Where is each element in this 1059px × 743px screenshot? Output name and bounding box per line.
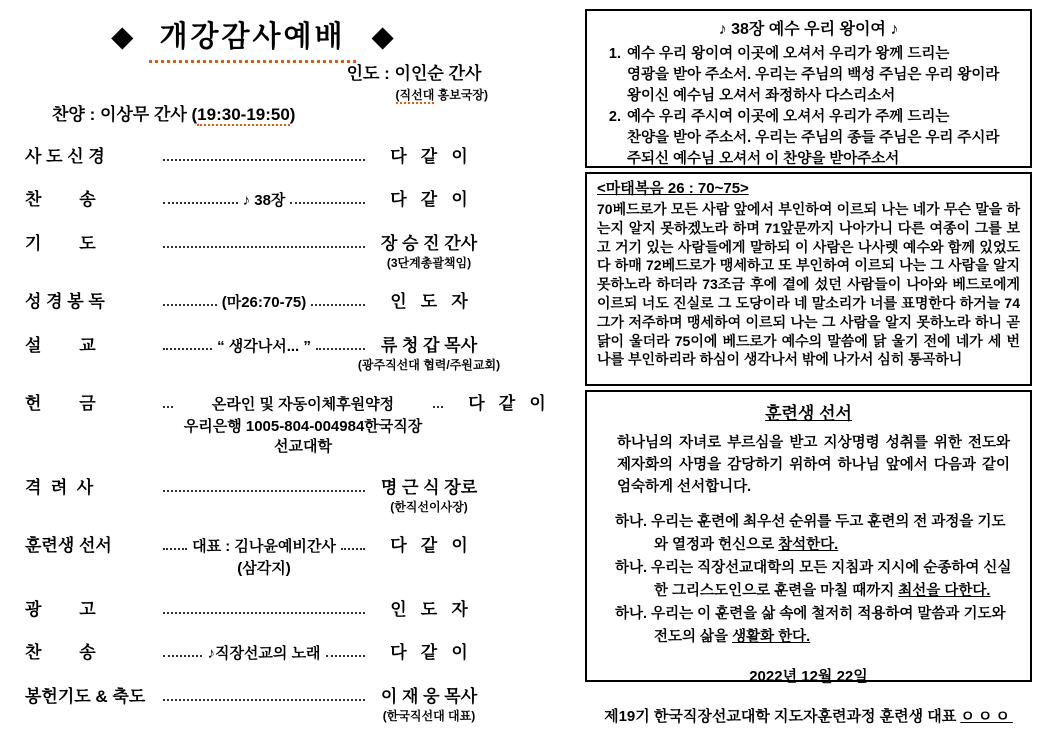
dotted-leader	[341, 534, 365, 550]
pledge-date: 2022년 12월 22일	[749, 668, 868, 685]
hymn-title: ♪ 38장 예수 우리 왕이여 ♪	[718, 21, 899, 38]
assignee-role: (3단계총괄책임)	[386, 256, 472, 270]
order-item-assignee	[370, 476, 488, 515]
verse-lines: 예수 우리 왕이여 이곳에 오셔서 우리가 왕께 드리는 영광을 받아 주소서. 우리는 주님의 백성 주님은 우리 왕이라 왕이신 예수님 오셔서 좌정하사 다스리소서	[627, 46, 1000, 104]
dotted-leader	[290, 188, 365, 204]
pledge-item-underlined: 생활화 한다.	[732, 629, 811, 645]
service-leader-name: 인도 : 이인순 간사	[346, 64, 482, 83]
praise-leader-name: 찬양 : 이상무 간사 (	[52, 105, 198, 124]
assignee-name: 장 승 진 간사	[380, 234, 478, 253]
order-item-center-main: ♪ 38장	[242, 192, 286, 209]
dotted-leader	[326, 641, 365, 657]
order-item-assignee	[370, 685, 488, 724]
pledge-items	[601, 511, 1016, 649]
scripture-box	[585, 172, 1032, 386]
order-of-worship	[25, 145, 546, 743]
dotted-leader	[311, 290, 365, 306]
praise-leader	[52, 100, 295, 125]
dotted-leader	[163, 334, 212, 350]
order-row	[25, 188, 488, 213]
dotted-leader	[163, 145, 365, 161]
order-row	[25, 392, 546, 457]
order-item-center-sub: 우리은행 1005-804-004984한국직장선교대학	[183, 418, 423, 455]
assignee-name: 다 같 이	[390, 147, 468, 166]
praise-time-close: )	[289, 105, 296, 124]
order-item-assignee	[448, 392, 566, 416]
dotted-leader	[316, 334, 365, 350]
order-item-assignee	[357, 334, 501, 373]
dotted-leader	[163, 476, 365, 492]
order-item-label: 설 교	[25, 336, 96, 355]
diamond-icon: ◆	[111, 21, 134, 53]
order-item-label: 헌 금	[25, 394, 96, 413]
order-item-center-main: 대표 : 김나윤예비간사	[192, 538, 336, 555]
scripture-text: 70베드로가 모든 사람 앞에서 부인하여 이르되 나는 네가 무슨 말을 하는지 알지 못하겠노라 하며 71앞문까지 나아가니 다른 여종이 그를 보고 거기 있는 사람들에게 말하되 이 사람은 나사렛 예수와 함께 있었도다 하매 72베드로가 맹세하고 또 부인하여 이르되 나는 그 사람을 알지 못하노라 하더라 73조금 후에 곁에 섰던 사람들이 나아와 베드로에게 이르되 너도 진실로 그 도당이라 네 말소리가 너를 표명한다 하거늘 74그가 저주하며 맹세하여 이르되 나는 그 사람을 알지 못하노라 하니 곧 닭이 울더라 75이에 베드로가 예수의 말씀에 닭 울기 전에 네가 세 번 나를 부인하리라 하심이 생각나서 밖에 나가서 심히 통곡하니	[597, 201, 1020, 368]
order-item-label: 훈련생 선서	[25, 536, 112, 555]
order-item-label: 사 도 신 경	[25, 147, 105, 166]
order-item-assignee	[370, 188, 488, 212]
assignee-name: 다 같 이	[390, 190, 468, 209]
verse-lines: 예수 우리 주시여 이곳에 오셔서 우리가 주께 드리는 찬양을 받아 주소서. 우리는 주님의 종들 주님은 우리 주시라 주되신 예수님 오셔서 이 찬양을 받아주소서	[627, 109, 1000, 167]
page-title-text: 개강감사예배	[149, 14, 355, 63]
pledge-item	[601, 603, 1016, 649]
order-item-center	[207, 641, 320, 666]
service-leader-title	[338, 85, 490, 105]
order-row	[25, 145, 488, 169]
assignee-name: 인 도 자	[390, 292, 468, 311]
order-item-label: 격 려 사	[25, 478, 94, 497]
order-item-center-main: 온라인 및 자동이체후원약정	[211, 396, 395, 413]
order-item-label: 찬 송	[25, 190, 96, 209]
order-item-assignee	[370, 290, 488, 314]
dotted-leader	[163, 290, 217, 306]
order-item-label: 기 도	[25, 234, 96, 253]
order-item-center-main: (마26:70-75)	[221, 294, 307, 311]
order-row	[25, 534, 488, 579]
order-row	[25, 476, 488, 515]
pledge-item-underlined: 최선을 다한다.	[898, 583, 991, 599]
assignee-name: 류 청 갑 목사	[380, 336, 478, 355]
order-row	[25, 685, 488, 724]
verse-number: 2.	[608, 109, 621, 125]
order-item-center	[243, 188, 286, 213]
order-item-assignee	[370, 598, 488, 622]
order-item-center	[192, 534, 336, 579]
order-row	[25, 290, 488, 315]
pledge-title-text: 훈련생 선서	[765, 404, 852, 423]
dotted-leader	[433, 392, 443, 408]
dotted-leader	[163, 392, 173, 408]
pledge-item-text: 우리는 이 훈련을 삶 속에 철저히 적용하여 말씀과 기도와 전도의 삶을	[651, 606, 1006, 645]
order-item-assignee	[370, 641, 488, 665]
pledge-item	[601, 557, 1016, 603]
dotted-leader	[163, 641, 202, 657]
pledge-item-marker: 하나.	[615, 606, 648, 622]
pledge-title	[601, 399, 1016, 424]
pledge-item-text: 우리는 직장선교대학의 모든 지침과 지시에 순종하여 신실한 그리스도인으로 훈련을 마칠 때까지	[651, 560, 1012, 599]
assignee-role: (한직선이사장)	[390, 500, 468, 514]
order-item-assignee	[370, 534, 488, 558]
assignee-name: 명 근 식 장로	[380, 478, 478, 497]
order-item-center	[217, 334, 311, 359]
pledge-item-underlined: 참석한다.	[778, 537, 839, 553]
order-row	[25, 334, 501, 373]
order-item-label: 광 고	[25, 600, 96, 619]
pledge-intro: 하나님의 자녀로 부르심을 받고 지상명령 성취를 위한 전도와 제자화의 사명을 감당하기 위하여 하나님 앞에서 다음과 같이 엄숙하게 선서합니다.	[617, 435, 1010, 495]
pledge-signature-name: ㅇㅇㅇ	[960, 708, 1013, 725]
pledge-item-marker: 하나.	[615, 514, 648, 530]
pledge-item-marker: 하나.	[615, 560, 648, 576]
pledge-box	[585, 390, 1032, 725]
assignee-name: 인 도 자	[390, 600, 468, 619]
order-item-assignee	[370, 145, 488, 169]
pledge-signature	[601, 705, 1016, 726]
assignee-role: (한국직선대 대표)	[382, 709, 476, 723]
service-leader-title-rest: 홍보국장)	[434, 88, 488, 102]
dotted-leader	[163, 598, 365, 614]
page-title	[0, 14, 505, 63]
assignee-name: 이 재 웅 목사	[380, 687, 478, 706]
verse-number: 1.	[608, 46, 621, 62]
assignee-name: 다 같 이	[390, 536, 468, 555]
pledge-item	[601, 511, 1016, 557]
pledge-item-text: 우리는 훈련에 최우선 순위를 두고 훈련의 전 과정을 기도와 열정과 헌신으로	[651, 514, 1006, 553]
scripture-reference: <마태복음 26 : 70~75>	[597, 180, 749, 197]
service-leader-title-marked: (직선대	[395, 88, 435, 102]
praise-time: 19:30-19:50	[197, 105, 290, 124]
pledge-signature-text: 제19기 한국직장선교대학 지도자훈련과정 훈련생 대표	[604, 708, 961, 725]
order-item-label: 봉헌기도 & 축도	[25, 687, 146, 706]
dotted-leader	[163, 685, 365, 701]
hymn-verses	[599, 44, 1018, 170]
order-row	[25, 641, 488, 666]
dotted-leader	[163, 232, 365, 248]
hymn-verse	[599, 107, 1018, 170]
order-item-center-main: ♪직장선교의 노래	[207, 645, 321, 662]
order-item-label: 성 경 봉 독	[25, 292, 105, 311]
hymn-verse	[599, 44, 1018, 107]
order-item-center-main: “ 생각나서... ”	[217, 338, 311, 355]
order-item-center	[178, 392, 428, 457]
assignee-name: 다 같 이	[468, 394, 546, 413]
order-row	[25, 598, 488, 622]
assignee-role: (광주직선대 협력/주원교회)	[357, 358, 501, 372]
hymn-box	[585, 9, 1032, 168]
order-item-center	[222, 290, 307, 315]
order-row	[25, 232, 488, 271]
order-item-assignee	[370, 232, 488, 271]
diamond-icon: ◆	[371, 21, 394, 53]
order-item-center-sub: (삼각지)	[237, 560, 291, 577]
dotted-leader	[163, 534, 187, 550]
service-leader	[338, 64, 490, 105]
dotted-leader	[163, 188, 238, 204]
assignee-name: 다 같 이	[390, 643, 468, 662]
order-item-label: 찬 송	[25, 643, 96, 662]
